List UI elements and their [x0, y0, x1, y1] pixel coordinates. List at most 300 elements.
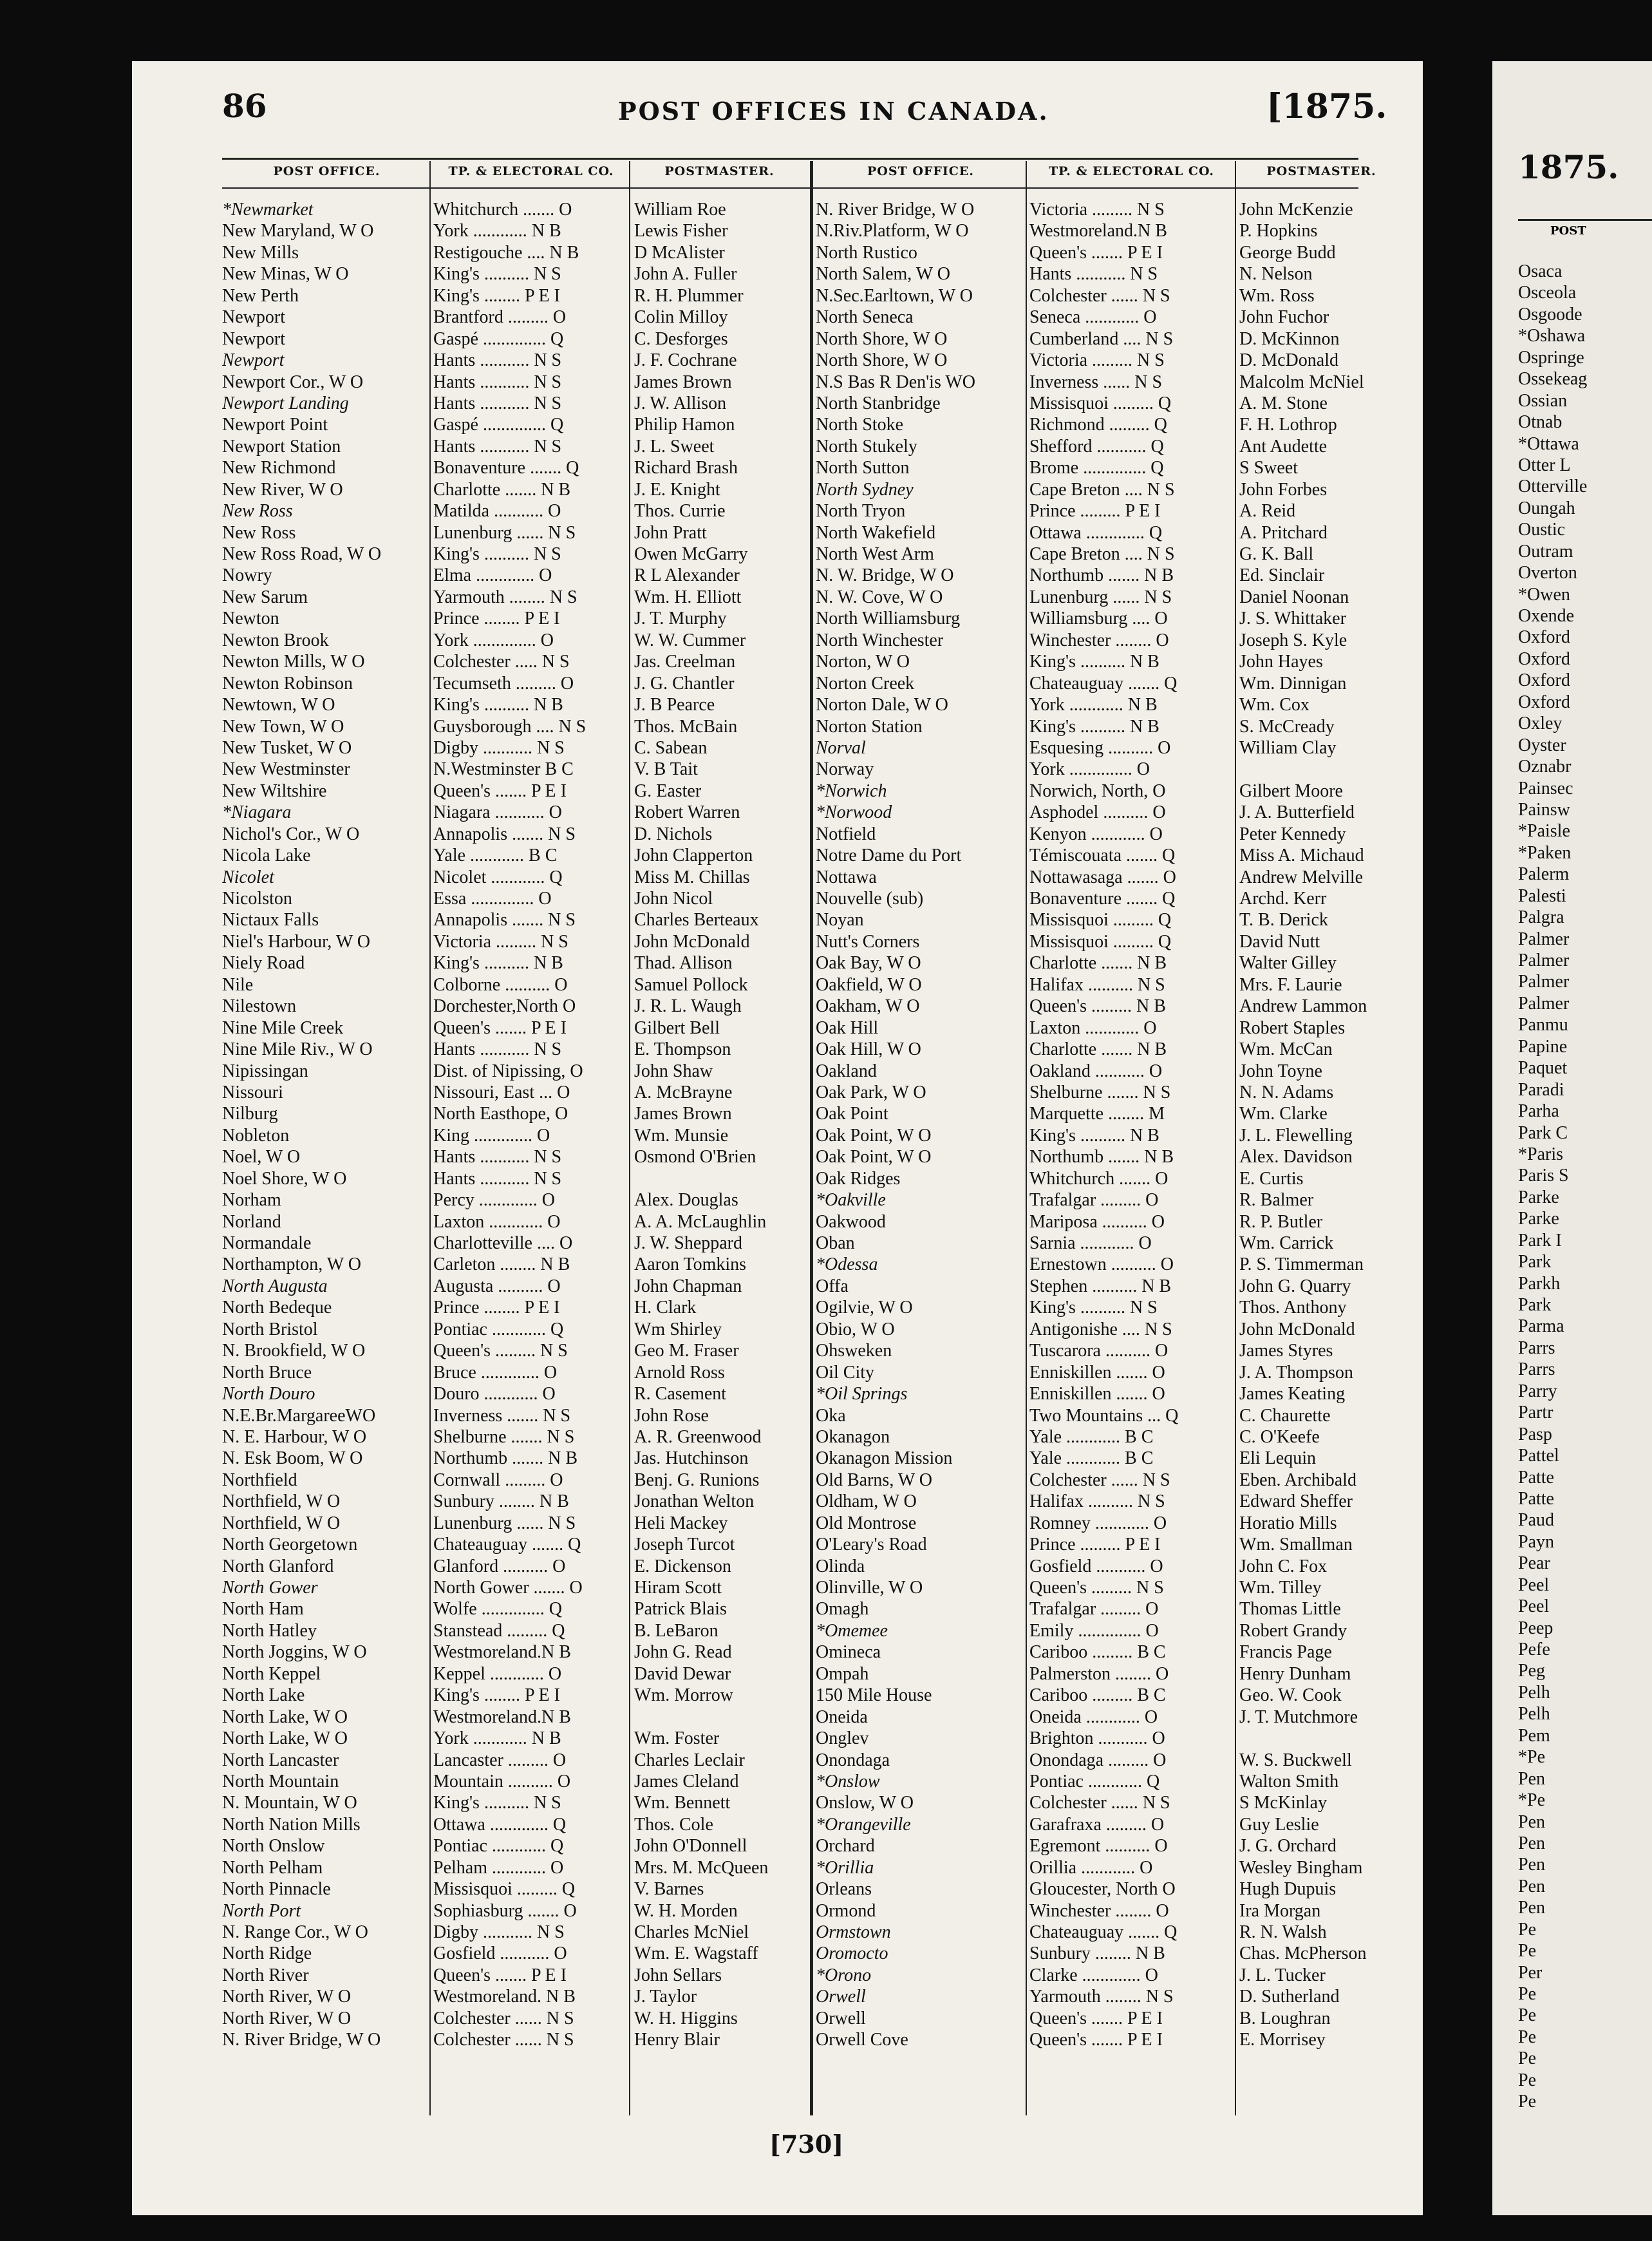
facing-entry: Pe [1518, 2070, 1536, 2090]
page-year: [1875. [1266, 87, 1387, 126]
left-postmaster-entry: Heli Mackey [634, 1513, 728, 1533]
facing-entry: *Pe [1518, 1747, 1545, 1768]
facing-entry: Park [1518, 1252, 1552, 1272]
right-postmaster-entry: Ed. Sinclair [1239, 565, 1325, 586]
left-postmaster-entry: B. LeBaron [634, 1620, 718, 1641]
left-county-entry: King's .......... N S [433, 544, 561, 564]
right-postmaster-entry: W. S. Buckwell [1239, 1750, 1352, 1770]
left-county-entry: Augusta .......... O [433, 1276, 561, 1296]
right-post-office-entry: Orchard [816, 1836, 875, 1857]
left-postmaster-entry: Philip Hamon [634, 415, 735, 435]
left-postmaster-entry [634, 1168, 808, 1189]
left-county-entry: Annapolis ....... N S [433, 910, 576, 931]
left-county-entry: Queen's ....... P E I [433, 1017, 567, 1038]
left-post-office-entry: North Onslow [222, 1836, 325, 1857]
right-county-entry: Laxton ............ O [1029, 1017, 1157, 1038]
left-county-entry: Matilda ........... O [433, 501, 561, 522]
left-county-entry: Essa .............. O [433, 889, 552, 909]
right-county-entry: Yarmouth ........ N S [1029, 1987, 1174, 2007]
right-county-entry: Orillia ............ O [1029, 1857, 1153, 1878]
left-county-entry: York .............. O [433, 630, 554, 650]
right-post-office-entry: Norton, W O [816, 652, 910, 672]
left-post-office-entry: New Perth [222, 285, 299, 306]
right-post-office-entry: Old Montrose [816, 1513, 917, 1533]
page-footer-number: [730] [769, 2130, 844, 2159]
right-post-office-entry: Ompah [816, 1663, 869, 1684]
right-postmaster-entry: John Forbes [1239, 479, 1328, 500]
right-post-office-entry: Okanagon Mission [816, 1448, 953, 1469]
right-post-office-entry: North Stukely [816, 436, 917, 457]
right-post-office-entry: Oak Hill [816, 1017, 879, 1038]
left-county-entry: Dist. of Nipissing, O [433, 1061, 583, 1081]
right-county-entry: Northumb ....... N B [1029, 1147, 1174, 1168]
right-county-entry: Asphodel .......... O [1029, 802, 1166, 823]
left-postmaster-entry: D. Nichols [634, 824, 713, 844]
left-county-entry: Nissouri, East ... O [433, 1082, 570, 1102]
left-postmaster-entry: Aaron Tomkins [634, 1254, 747, 1275]
right-county-entry: Norwich, North, O [1029, 780, 1166, 801]
left-county-entry: Hants ........... N S [433, 1147, 562, 1168]
left-post-office-entry: New Town, W O [222, 716, 344, 737]
left-postmaster-entry: Thos. Cole [634, 1814, 713, 1835]
left-postmaster-entry: John A. Fuller [634, 264, 737, 285]
column-divider [1026, 161, 1027, 2115]
right-county-entry: Esquesing .......... O [1029, 737, 1171, 758]
right-postmaster-entry: James Keating [1239, 1384, 1346, 1404]
right-county-entry: Oneida ............ O [1029, 1707, 1158, 1727]
left-post-office-entry: North River, W O [222, 2008, 352, 2028]
left-county-list [433, 199, 626, 2051]
center-divider [810, 161, 813, 2115]
left-post-office-entry: Newport Station [222, 436, 341, 457]
right-postmaster-entry: R. Balmer [1239, 1190, 1314, 1211]
left-county-entry: Digby ........... N S [433, 737, 565, 758]
right-post-office-entry: Orwell Cove [816, 2030, 908, 2050]
right-post-office-list [816, 199, 1023, 2051]
left-county-entry: Victoria ......... N S [433, 931, 568, 952]
right-post-office-entry: *Odessa [816, 1254, 878, 1275]
left-postmaster-entry: John O'Donnell [634, 1836, 747, 1857]
facing-entry: Otnab [1518, 412, 1563, 433]
right-county-entry: York .............. O [1029, 759, 1150, 780]
left-county-entry: Shelburne ....... N S [433, 1426, 575, 1447]
right-county-entry: Two Mountains ... Q [1029, 1405, 1179, 1426]
left-postmaster-entry: A. McBrayne [634, 1082, 733, 1102]
right-postmaster-entry: John McKenzie [1239, 200, 1353, 220]
right-post-office-entry: Orwell [816, 1987, 866, 2007]
right-postmaster-entry: Wm. Tilley [1239, 1578, 1322, 1598]
right-postmaster-entry: John Fuchor [1239, 307, 1329, 328]
left-county-entry: Prince ........ P E I [433, 609, 560, 629]
left-post-office-entry: Nicola Lake [222, 846, 311, 866]
left-post-office-entry: New Richmond [222, 458, 336, 478]
left-postmaster-entry: John Shaw [634, 1061, 713, 1081]
right-postmaster-entry: Guy Leslie [1239, 1814, 1319, 1835]
facing-entry: Parha [1518, 1101, 1559, 1122]
left-postmaster-entry: V. B Tait [634, 759, 698, 780]
left-county-entry: King's .......... N B [433, 953, 563, 974]
facing-entry: Otter L [1518, 455, 1571, 475]
left-county-entry: Laxton ............ O [433, 1211, 561, 1232]
left-postmaster-entry: J. W. Allison [634, 393, 727, 413]
left-county-entry: Queen's ....... P E I [433, 1965, 567, 1985]
right-post-office-entry: N. River Bridge, W O [816, 200, 975, 220]
right-county-entry: Ottawa ............. Q [1029, 522, 1163, 543]
right-county-entry: Charlotte ....... N B [1029, 953, 1167, 974]
left-county-entry: Stanstead ......... Q [433, 1620, 565, 1641]
right-postmaster-entry: James Styres [1239, 1341, 1333, 1361]
right-postmaster-entry: G. K. Ball [1239, 544, 1314, 564]
left-postmaster-entry: Wm Shirley [634, 1319, 722, 1339]
left-post-office-entry: Niely Road [222, 953, 305, 974]
left-post-office-list [222, 199, 428, 2051]
left-post-office-entry: N.E.Br.MargareeWO [222, 1405, 376, 1426]
right-post-office-entry: North Wakefield [816, 522, 936, 543]
left-postmaster-entry: Jas. Creelman [634, 652, 736, 672]
right-postmaster-entry: Ira Morgan [1239, 1900, 1321, 1921]
left-postmaster-entry: Robert Warren [634, 802, 740, 823]
left-postmaster-entry: Thos. McBain [634, 716, 738, 737]
left-post-office-entry: Northfield, W O [222, 1491, 341, 1512]
right-postmaster-entry: N. N. Adams [1239, 1082, 1334, 1102]
right-post-office-entry: Orwell [816, 2008, 866, 2028]
right-post-office-entry: Okanagon [816, 1426, 890, 1447]
facing-entry: Peep [1518, 1618, 1553, 1638]
right-county-entry: Brome .............. Q [1029, 458, 1164, 478]
right-postmaster-entry: Francis Page [1239, 1642, 1332, 1663]
facing-entry: Park [1518, 1295, 1552, 1315]
left-postmaster-entry: John Nicol [634, 889, 713, 909]
left-post-office-entry: Nile [222, 974, 254, 995]
left-county-entry: Prince ........ P E I [433, 1298, 560, 1318]
left-county-entry: Brantford ......... O [433, 307, 567, 328]
right-post-office-entry: Old Barns, W O [816, 1470, 932, 1490]
left-postmaster-entry: Wm. H. Elliott [634, 587, 742, 607]
left-county-entry: Hants ........... N S [433, 436, 562, 457]
right-postmaster-entry: John Toyne [1239, 1061, 1322, 1081]
left-county-entry: Whitchurch ....... O [433, 200, 572, 220]
left-post-office-entry: Normandale [222, 1233, 312, 1253]
right-county-entry: Sunbury ........ N B [1029, 1943, 1165, 1964]
right-county-entry: Bonaventure ....... Q [1029, 889, 1176, 909]
facing-entry: *Paken [1518, 842, 1572, 863]
facing-entry: Pear [1518, 1553, 1550, 1574]
right-county-entry: Victoria ......... N S [1029, 200, 1165, 220]
facing-entry: Osaca [1518, 261, 1563, 281]
right-postmaster-entry: J. L. Flewelling [1239, 1125, 1353, 1146]
right-post-office-entry: North Sydney [816, 479, 914, 500]
right-post-office-entry: N. W. Cove, W O [816, 587, 943, 607]
left-post-office-entry: Nipissingan [222, 1061, 308, 1081]
left-county-entry: Gaspé .............. Q [433, 328, 564, 349]
facing-col-header: POST [1550, 224, 1586, 238]
right-postmaster-entry: R. P. Butler [1239, 1211, 1323, 1232]
left-postmaster-entry: R. Casement [634, 1384, 727, 1404]
right-postmaster-entry: D. McKinnon [1239, 328, 1340, 349]
right-post-office-entry: Onondaga [816, 1750, 890, 1770]
left-post-office-entry: N. Range Cor., W O [222, 1922, 368, 1942]
left-postmaster-entry: Wm. Morrow [634, 1685, 733, 1706]
facing-entry: *Ottawa [1518, 433, 1579, 454]
right-post-office-entry: Oak Park, W O [816, 1082, 926, 1102]
left-post-office-entry: New Westminster [222, 759, 350, 780]
right-post-office-entry: North Tryon [816, 501, 906, 522]
right-post-office-entry: 150 Mile House [816, 1685, 932, 1706]
left-postmaster-entry: R. H. Plummer [634, 285, 744, 306]
column-divider [629, 161, 630, 2115]
right-county-entry: Nottawasaga ....... O [1029, 867, 1176, 887]
right-post-office-entry: North Stanbridge [816, 393, 941, 413]
right-post-office-entry: Ogilvie, W O [816, 1298, 913, 1318]
facing-entry: Partr [1518, 1403, 1553, 1423]
left-post-office-entry: N. Mountain, W O [222, 1793, 357, 1813]
right-county-entry: Inverness ...... N S [1029, 372, 1163, 392]
right-postmaster-entry: Eben. Archibald [1239, 1470, 1356, 1490]
right-post-office-entry: Norway [816, 759, 874, 780]
right-post-office-entry: North West Arm [816, 544, 934, 564]
facing-entry: Painsec [1518, 778, 1573, 799]
left-post-office-entry: Northfield [222, 1470, 297, 1490]
left-county-entry: Carleton ........ N B [433, 1254, 570, 1275]
right-post-office-entry: North Sutton [816, 458, 910, 478]
facing-entry: Pe [1518, 2092, 1536, 2112]
left-post-office-entry: Newport Cor., W O [222, 372, 364, 392]
left-postmaster-entry: D McAlister [634, 242, 725, 263]
left-county-entry: Northumb ....... N B [433, 1448, 577, 1469]
right-county-entry: Missisquoi ......... Q [1029, 393, 1172, 413]
left-post-office-entry: Nichol's Cor., W O [222, 824, 360, 844]
left-county-entry: Colchester ...... N S [433, 2008, 574, 2028]
right-post-office-entry: North Salem, W O [816, 264, 950, 285]
right-county-entry: Trafalgar ......... O [1029, 1599, 1159, 1620]
facing-entry: Park C [1518, 1122, 1568, 1143]
facing-entry: Paradi [1518, 1079, 1564, 1100]
facing-page-fragment [1492, 61, 1652, 2215]
left-post-office-entry: Nobleton [222, 1125, 290, 1146]
left-post-office-entry: North Joggins, W O [222, 1642, 367, 1663]
facing-entry: Pe [1518, 1984, 1536, 2004]
right-county-entry: Enniskillen ....... O [1029, 1384, 1165, 1404]
right-postmaster-entry: Alex. Davidson [1239, 1147, 1353, 1168]
left-county-entry: Restigouche .... N B [433, 242, 579, 263]
right-post-office-entry: Ohsweken [816, 1341, 892, 1361]
facing-entry: Pen [1518, 1855, 1545, 1875]
right-post-office-entry: *Orillia [816, 1857, 874, 1878]
left-county-entry: North Easthope, O [433, 1104, 568, 1124]
right-postmaster-entry [1239, 1728, 1410, 1749]
right-postmaster-entry: R. N. Walsh [1239, 1922, 1327, 1942]
right-postmaster-entry: Wm. Cox [1239, 695, 1309, 715]
right-postmaster-entry: Geo. W. Cook [1239, 1685, 1342, 1706]
facing-entry: *Paisle [1518, 821, 1570, 842]
left-post-office-entry: Nictaux Falls [222, 910, 319, 931]
page-number: 86 [222, 87, 267, 125]
right-post-office-entry: Notre Dame du Port [816, 846, 962, 866]
left-post-office-entry: North Mountain [222, 1771, 339, 1792]
left-county-entry: Lancaster ......... O [433, 1750, 567, 1770]
facing-entry: Pen [1518, 1768, 1545, 1789]
facing-entry: Oxende [1518, 606, 1575, 626]
facing-entry: *Paris [1518, 1144, 1563, 1164]
right-post-office-entry: Oak Hill, W O [816, 1039, 921, 1060]
right-postmaster-entry: John McDonald [1239, 1319, 1355, 1339]
right-county-entry: Marquette ........ M [1029, 1104, 1165, 1124]
right-county-entry: Williamsburg .... O [1029, 609, 1168, 629]
right-post-office-entry: Oldham, W O [816, 1491, 917, 1512]
left-county-entry: Nicolet ............ Q [433, 867, 563, 887]
right-post-office-entry: Oakfield, W O [816, 974, 922, 995]
facing-entry: Pasp [1518, 1424, 1552, 1444]
right-postmaster-entry: S. McCready [1239, 716, 1335, 737]
left-county-entry: Guysborough .... N S [433, 716, 587, 737]
facing-entry: Parke [1518, 1209, 1559, 1229]
left-county-entry: Bonaventure ....... Q [433, 458, 579, 478]
right-county-entry: Cariboo ......... B C [1029, 1642, 1166, 1663]
left-county-entry: Colchester ...... N S [433, 2030, 574, 2050]
right-county-entry: Colchester ...... N S [1029, 285, 1170, 306]
facing-entry: Park I [1518, 1230, 1562, 1251]
facing-entry: Pefe [1518, 1640, 1550, 1659]
left-postmaster-entry: Patrick Blais [634, 1599, 727, 1620]
left-post-office-entry: North Bruce [222, 1362, 312, 1383]
column-header-rule [222, 187, 1358, 189]
right-postmaster-entry: Malcolm McNiel [1239, 372, 1364, 392]
right-post-office-entry: Oka [816, 1405, 846, 1426]
left-county-entry: Elma ............. O [433, 565, 552, 586]
right-post-office-entry: Oakland [816, 1061, 877, 1081]
left-post-office-entry: *Newmarket [222, 200, 314, 220]
right-postmaster-entry: Wm. Dinnigan [1239, 673, 1347, 694]
right-county-entry: Cape Breton .... N S [1029, 479, 1175, 500]
facing-entry: Peg [1518, 1661, 1545, 1681]
left-post-office-entry: Nilburg [222, 1104, 278, 1124]
facing-entry: Pelh [1518, 1682, 1550, 1703]
facing-entry: *Oshawa [1518, 326, 1586, 346]
right-county-entry: Hants ........... N S [1029, 264, 1158, 285]
left-postmaster-entry: Wm. E. Wagstaff [634, 1943, 758, 1964]
left-post-office-entry: North Pinnacle [222, 1879, 331, 1900]
left-postmaster-entry: H. Clark [634, 1298, 697, 1318]
right-postmaster-entry: A. Pritchard [1239, 522, 1328, 543]
facing-entry: Palmer [1518, 972, 1570, 992]
left-county-entry: Queen's ....... P E I [433, 780, 567, 801]
right-county-entry: Prince ......... P E I [1029, 501, 1161, 522]
right-postmaster-entry: Wm. Ross [1239, 285, 1315, 306]
facing-entry: Pe [1518, 1941, 1536, 1962]
facing-entry: Parrs [1518, 1359, 1555, 1380]
left-post-office-entry: Newport [222, 328, 285, 349]
left-postmaster-entry: E. Dickenson [634, 1556, 731, 1576]
left-postmaster-entry: Wm. Munsie [634, 1125, 729, 1146]
left-postmaster-entry: Charles Berteaux [634, 910, 759, 931]
right-county-entry: Charlotte ....... N B [1029, 1039, 1167, 1060]
left-post-office-entry: Northampton, W O [222, 1254, 361, 1275]
right-county-entry: Pontiac ............ Q [1029, 1771, 1160, 1792]
right-county-entry: Winchester ........ O [1029, 630, 1169, 650]
left-county-entry: Colchester ..... N S [433, 652, 570, 672]
right-post-office-entry: Oneida [816, 1707, 868, 1727]
left-postmaster-entry: John Rose [634, 1405, 709, 1426]
right-post-office-entry: *Oakville [816, 1190, 886, 1211]
col-header-post-office-left: POST OFFICE. [273, 164, 380, 178]
left-post-office-entry: Norland [222, 1211, 281, 1232]
left-county-entry: York ............ N B [433, 1728, 561, 1749]
left-post-office-entry: North Nation Mills [222, 1814, 361, 1835]
left-county-entry: Wolfe .............. Q [433, 1599, 562, 1620]
right-post-office-entry: North Rustico [816, 242, 917, 263]
facing-entry: Osceola [1518, 283, 1577, 303]
right-postmaster-entry [1239, 759, 1410, 780]
left-postmaster-entry: Miss M. Chillas [634, 867, 750, 887]
left-county-entry: Chateauguay ....... Q [433, 1535, 581, 1555]
left-postmaster-entry: J. L. Sweet [634, 436, 715, 457]
right-postmaster-entry: Wesley Bingham [1239, 1857, 1363, 1878]
left-county-entry: Hants ........... N S [433, 1039, 562, 1060]
right-postmaster-entry: Thos. Anthony [1239, 1298, 1347, 1318]
left-post-office-entry: North Georgetown [222, 1535, 358, 1555]
right-post-office-entry: Orleans [816, 1879, 872, 1900]
facing-entry: Palgra [1518, 907, 1564, 928]
right-postmaster-entry: J. A. Butterfield [1239, 802, 1355, 823]
right-county-entry: Colchester ...... N S [1029, 1793, 1170, 1813]
right-postmaster-entry: E. Morrisey [1239, 2030, 1326, 2050]
right-postmaster-entry: Eli Lequin [1239, 1448, 1316, 1469]
right-post-office-entry: North Shore, W O [816, 328, 948, 349]
right-county-entry: Emily .............. O [1029, 1620, 1159, 1641]
left-postmaster-entry: John G. Read [634, 1642, 732, 1663]
left-postmaster-entry: David Dewar [634, 1663, 731, 1684]
left-postmaster-entry: John Sellars [634, 1965, 722, 1985]
right-county-entry: Richmond ......... Q [1029, 415, 1167, 435]
right-county-entry: Chateauguay ....... Q [1029, 1922, 1178, 1942]
left-postmaster-entry: Jas. Hutchinson [634, 1448, 749, 1469]
left-postmaster-entry: Joseph Turcot [634, 1535, 735, 1555]
right-postmaster-entry: Wm. McCan [1239, 1039, 1333, 1060]
left-county-entry: King's ........ P E I [433, 285, 560, 306]
left-county-entry: Charlotteville .... O [433, 1233, 573, 1253]
facing-entry: Parma [1518, 1316, 1564, 1337]
left-postmaster-entry: James Cleland [634, 1771, 739, 1792]
right-county-entry: Yale ............ B C [1029, 1426, 1154, 1447]
right-county-entry: Whitchurch ....... O [1029, 1168, 1169, 1189]
right-postmaster-entry: David Nutt [1239, 931, 1320, 952]
right-county-entry: King's .......... N B [1029, 1125, 1159, 1146]
left-county-entry: North Gower ....... O [433, 1578, 583, 1598]
left-post-office-entry: Niel's Harbour, W O [222, 931, 370, 952]
right-postmaster-entry: Thomas Little [1239, 1599, 1341, 1620]
right-post-office-entry: N.Sec.Earltown, W O [816, 285, 973, 306]
left-postmaster-entry: J. T. Murphy [634, 609, 727, 629]
facing-entry: Oxford [1518, 670, 1570, 691]
right-postmaster-entry: Miss A. Michaud [1239, 846, 1364, 866]
right-postmaster-entry: Daniel Noonan [1239, 587, 1349, 607]
right-postmaster-entry: William Clay [1239, 737, 1337, 758]
facing-entry: Pe [1518, 2048, 1536, 2069]
right-post-office-entry: Nouvelle (sub) [816, 889, 924, 909]
left-county-entry: Annapolis ....... N S [433, 824, 576, 844]
facing-entry: Ossian [1518, 390, 1568, 411]
right-county-entry: Stephen .......... N B [1029, 1276, 1172, 1296]
right-post-office-entry: Oakham, W O [816, 996, 920, 1017]
right-postmaster-entry: C. Chaurette [1239, 1405, 1331, 1426]
left-post-office-entry: North Douro [222, 1384, 315, 1404]
facing-entry: Oxley [1518, 714, 1563, 734]
left-postmaster-entry: J. Taylor [634, 1987, 697, 2007]
right-postmaster-entry: Wm. Smallman [1239, 1535, 1353, 1555]
right-county-entry: Northumb ....... N B [1029, 565, 1174, 586]
right-county-entry: Queen's ....... P E I [1029, 2030, 1163, 2050]
right-county-entry: Lunenburg ...... N S [1029, 587, 1172, 607]
